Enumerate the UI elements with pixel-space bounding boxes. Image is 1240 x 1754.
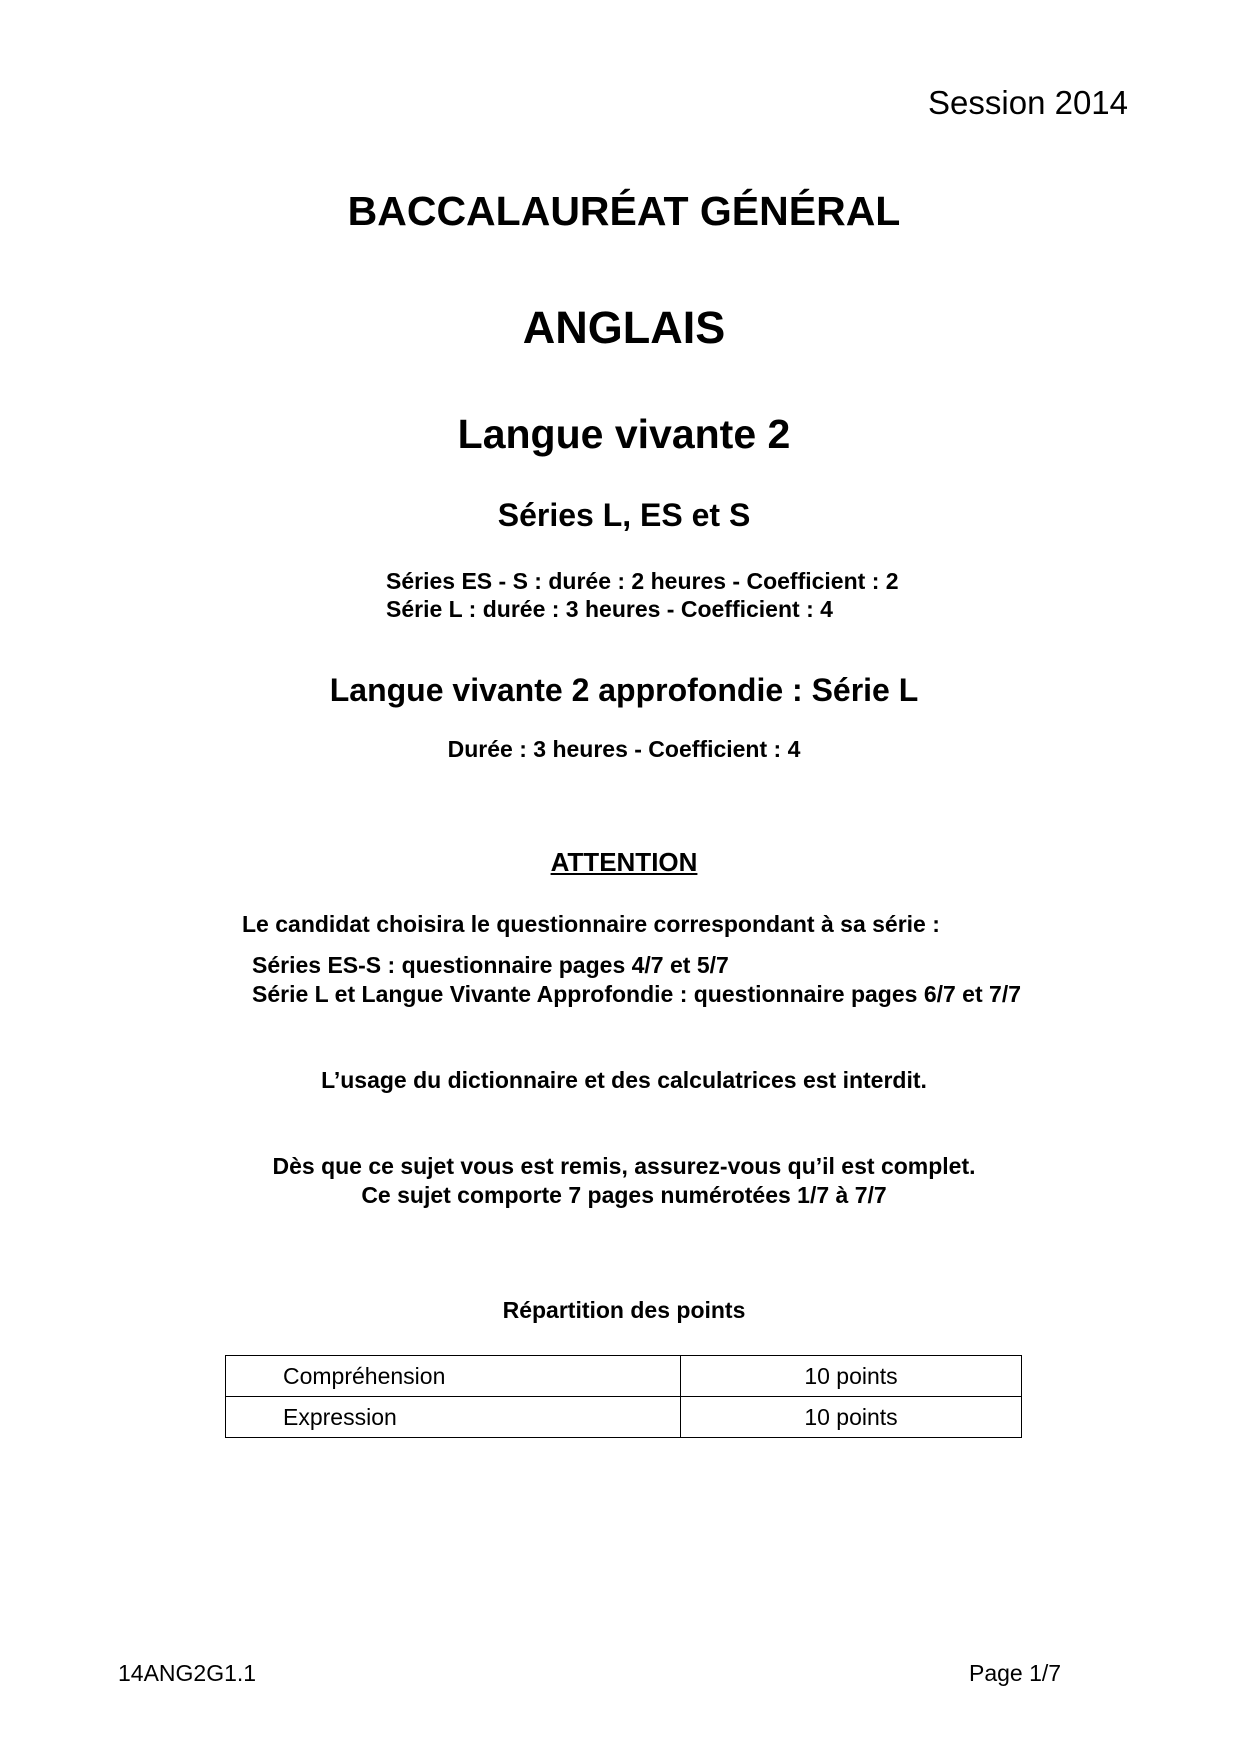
- points-table-title: Répartition des points: [502, 1297, 746, 1323]
- page-count-notice: Ce sujet comporte 7 pages numérotées 1/7 à 7/7: [361, 1182, 887, 1208]
- approfondie-duration: Durée : 3 heures - Coefficient : 4: [447, 736, 801, 762]
- series-title: Séries L, ES et S: [497, 497, 751, 533]
- dictionary-notice: L’usage du dictionnaire et des calculatrices est interdit.: [321, 1067, 927, 1093]
- table-cell-label: Expression: [226, 1397, 681, 1438]
- language-level-title: Langue vivante 2: [457, 411, 791, 457]
- subject-title: ANGLAIS: [522, 302, 726, 353]
- table-cell-value: 10 points: [681, 1397, 1022, 1438]
- questionnaire-choice-l: Série L et Langue Vivante Approfondie : questionnaire pages 6/7 et 7/7: [252, 981, 1021, 1007]
- table-row: [226, 1397, 1022, 1438]
- duration-line-es-s: Séries ES - S : durée : 2 heures - Coefficient : 2: [386, 568, 899, 594]
- duration-line-l: Série L : durée : 3 heures - Coefficient : 4: [386, 596, 833, 622]
- exam-title: BACCALAURÉAT GÉNÉRAL: [347, 188, 901, 234]
- table-row: [226, 1356, 1022, 1397]
- footer-document-code: 14ANG2G1.1: [118, 1660, 257, 1686]
- completeness-notice: Dès que ce sujet vous est remis, assurez-vous qu’il est complet.: [272, 1153, 976, 1179]
- points-table: [225, 1355, 1022, 1438]
- footer-page-number: Page 1/7: [969, 1660, 1062, 1686]
- approfondie-title: Langue vivante 2 approfondie : Série L: [329, 672, 919, 708]
- table-cell-label: Compréhension: [226, 1356, 681, 1397]
- attention-heading: ATTENTION: [550, 847, 698, 877]
- session-label: Session 2014: [928, 84, 1128, 121]
- table-cell-value: 10 points: [681, 1356, 1022, 1397]
- questionnaire-choice-es-s: Séries ES-S : questionnaire pages 4/7 et 5/7: [252, 952, 729, 978]
- attention-intro: Le candidat choisira le questionnaire correspondant à sa série :: [242, 911, 940, 937]
